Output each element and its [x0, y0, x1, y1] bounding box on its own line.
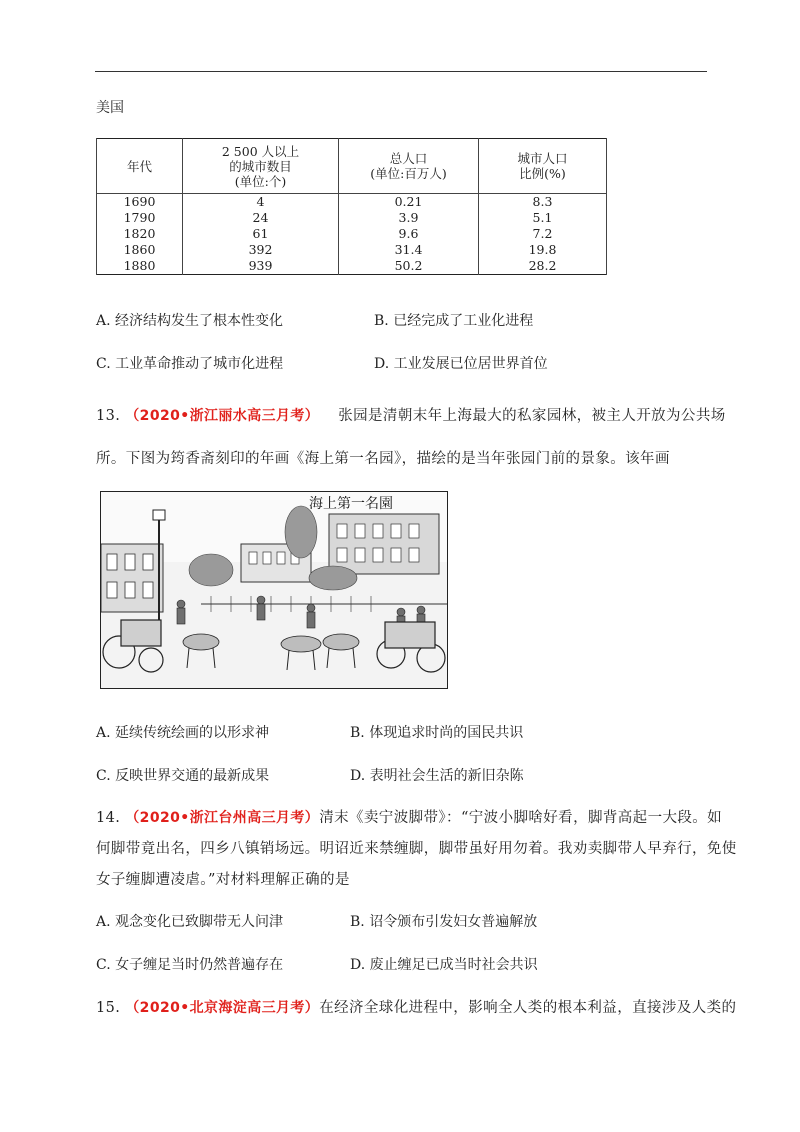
q12-option-c[interactable]: C. 工业革命推动了城市化进程: [96, 356, 284, 372]
table-cell: 1690: [97, 194, 183, 211]
q13-option-d[interactable]: D. 表明社会生活的新旧杂陈: [350, 768, 524, 784]
table-cell: 5.1: [479, 210, 607, 226]
table-cell: 24: [183, 210, 339, 226]
q13-line-1: [96, 404, 726, 425]
table-header-cell: 年代: [97, 139, 183, 194]
table-header-cell: 城市人口 比例(%): [479, 139, 607, 194]
q14-source: （2020•浙江台州高三月考）: [125, 810, 320, 826]
q14-option-b[interactable]: B. 诏令颁布引发妇女普遍解放: [350, 914, 538, 930]
q14-option-c[interactable]: C. 女子缠足当时仍然普遍存在: [96, 957, 284, 973]
painting-title: 海上第一名園: [309, 496, 393, 512]
q14-text-3: 女子缠脚遭凌虐。”对材料理解正确的是: [96, 872, 350, 888]
q14-text-1: 清末《卖宁波脚带》：“宁波小脚啥好看，脚背高起一大段。如: [319, 810, 723, 826]
table-cell: 4: [183, 194, 339, 211]
table-header-cell: 2 500 人以上 的城市数目 (单位:个): [183, 139, 339, 194]
q13-text-2: 所。下图为筠香斋刻印的年画《海上第一名园》，描绘的是当年张园门前的景象。该年画: [96, 451, 670, 467]
q15-number: 15.: [96, 1000, 121, 1016]
q14-text-2: 何脚带竟出名，四乡八镇销场远。明诏近来禁缠脚，脚带虽好用勿着。我劝卖脚带人早弃行，免使: [96, 841, 737, 857]
q14-line-1: [96, 806, 722, 827]
table-cell: 0.21: [339, 194, 479, 211]
q15-source: （2020•北京海淀高三月考）: [125, 1000, 320, 1016]
q14-number: 14.: [96, 810, 121, 826]
table-cell: 1820: [97, 226, 183, 242]
q13-option-a[interactable]: A. 延续传统绘画的以形求神: [96, 725, 270, 741]
q12-option-b[interactable]: B. 已经完成了工业化进程: [374, 313, 534, 329]
q13-option-b[interactable]: B. 体现追求时尚的国民共识: [350, 725, 524, 741]
table-cell: 28.2: [479, 258, 607, 275]
table-cell: 392: [183, 242, 339, 258]
q13-number: 13.: [96, 408, 121, 424]
q13-source: （2020•浙江丽水高三月考）: [125, 408, 320, 424]
q15-text-1: 在经济全球化进程中，影响全人类的根本利益，直接涉及人类的: [319, 1000, 737, 1016]
table-row: [97, 258, 607, 275]
q12-option-d[interactable]: D. 工业发展已位居世界首位: [374, 356, 548, 372]
painting-illustration: [101, 492, 447, 688]
new-year-painting-image: [100, 491, 448, 689]
q12-option-a[interactable]: A. 经济结构发生了根本性变化: [96, 313, 284, 329]
header-rule: [95, 71, 707, 72]
table-cell: 9.6: [339, 226, 479, 242]
q14-option-d[interactable]: D. 废止缠足已成当时社会共识: [350, 957, 538, 973]
table-cell: 939: [183, 258, 339, 275]
q15-line-1: [96, 996, 736, 1017]
population-table: [96, 138, 607, 275]
table-cell: 19.8: [479, 242, 607, 258]
table-row: [97, 194, 607, 211]
table-cell: 3.9: [339, 210, 479, 226]
table-cell: 61: [183, 226, 339, 242]
table-cell: 50.2: [339, 258, 479, 275]
q14-option-a[interactable]: A. 观念变化已致脚带无人问津: [96, 914, 284, 930]
table-header-cell: 总人口 (单位:百万人): [339, 139, 479, 194]
table-row: [97, 210, 607, 226]
table-row: [97, 242, 607, 258]
table-cell: 1790: [97, 210, 183, 226]
table-row: [97, 226, 607, 242]
q13-text-1: 张园是清朝末年上海最大的私家园林，被主人开放为公共场: [338, 408, 726, 424]
table-header-row: [97, 139, 607, 194]
table-cell: 31.4: [339, 242, 479, 258]
table-cell: 1880: [97, 258, 183, 275]
table-cell: 8.3: [479, 194, 607, 211]
table-body: [97, 194, 607, 275]
table-caption: 美国: [96, 100, 124, 116]
q13-option-c[interactable]: C. 反映世界交通的最新成果: [96, 768, 270, 784]
table-cell: 1860: [97, 242, 183, 258]
table-cell: 7.2: [479, 226, 607, 242]
